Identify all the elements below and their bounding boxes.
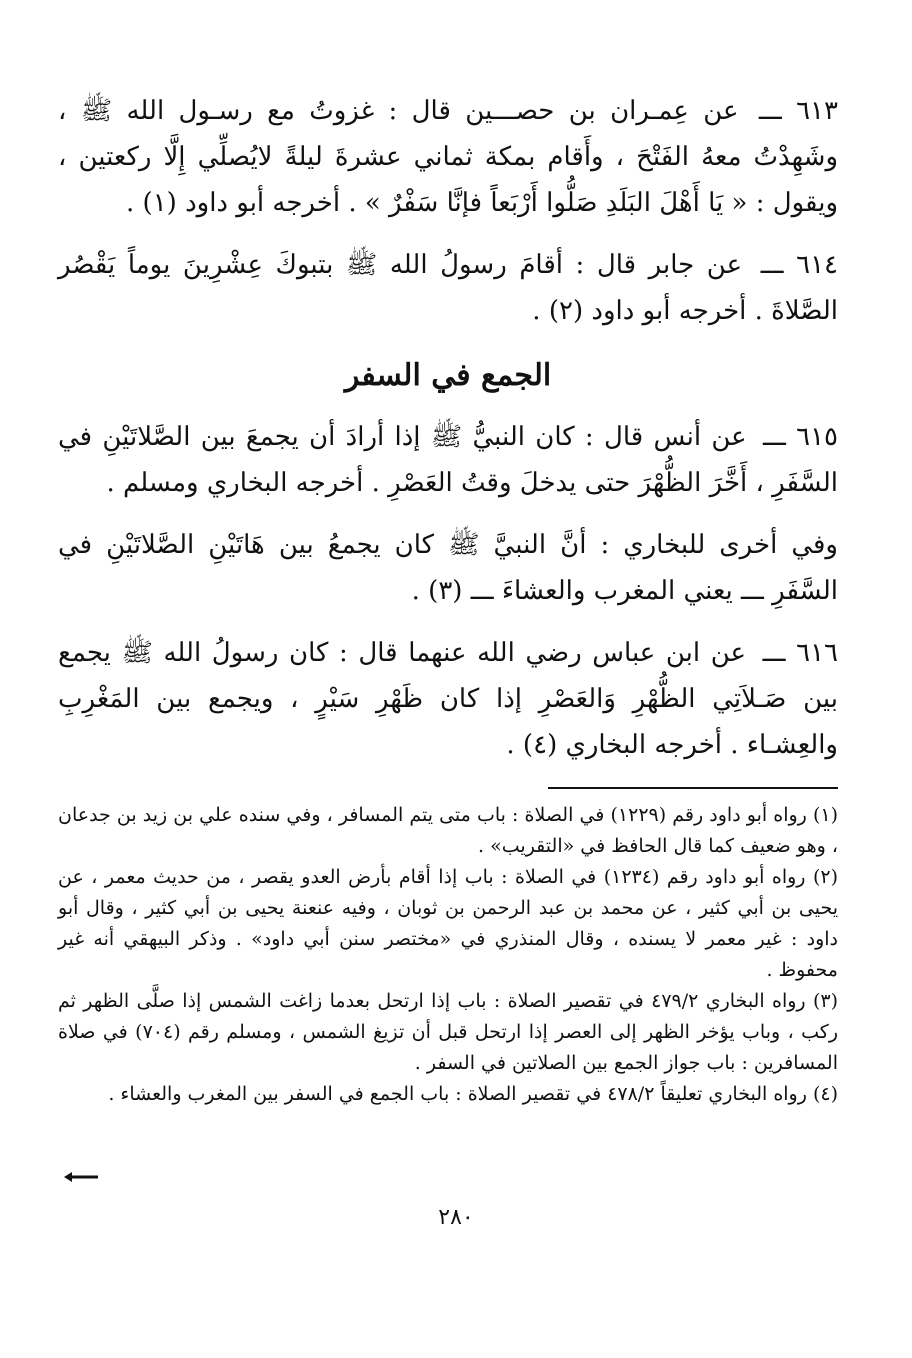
hadith-text: وفي أخرى للبخاري : أنَّ النبيَّ ﷺ كان يجمعُ بين هَاتَيْنِ الصَّلاتَيْنِ في السَّفَرِ ـــ يعني المغرب والعشاءَ ـــ (٣) . [58,530,838,606]
hadith-text: عن جابر قال : أقامَ رسولُ الله ﷺ بتبوكَ عِشْرِينَ يوماً يَقْصُر الصَّلاةَ . أخرجه أبو داود (٢) . [58,250,838,326]
footnote-3: (٣) رواه البخاري ٤٧٩/٢ في تقصير الصلاة : باب إذا ارتحل بعدما زاغت الشمس إذا صلَّى الظهر ثم ركب ، وباب يؤخر الظهر إلى العصر إذا ارتحل قبل أن تزيغ الشمس ، ومسلم رقم (٧٠٤) في صلاة المسافرين : باب جواز الجمع بين الصلاتين في السفر . [58,990,838,1074]
hadith-text: عن ابن عباس رضي الله عنهما قال : كان رسولُ الله ﷺ يجمع بين صَـلاَتِي الظُّهْرِ وَالعَصْرِ إذا كان ظَهْرِ سَيْرٍ ، ويجمع بين المَغْرِبِ والعِشـاء . أخرجه البخاري (٤) . [58,638,838,760]
hadith-number: ٦١٤ ـــ [760,250,839,280]
footnote-2: (٢) رواه أبو داود رقم (١٢٣٤) في الصلاة : باب إذا أقام بأرض العدو يقصر ، من حديث معمر ، عن يحيى بن أبي كثير ، عن محمد بن عبد الرحمن بن ثوبان ، وفيه عنعنة يحيى بن أبي كثير ، وقال أبو داود : غير معمر لا يسنده ، وقال المنذري في «مختصر سنن أبي داود» . وذكر البيهقي أنه غير محفوظ . [58,866,838,981]
hadith-number: ٦١٥ ـــ [762,422,839,452]
main-text [58,88,838,784]
arrow-left-icon [64,1170,98,1184]
hadith-number: ٦١٣ ـــ [758,96,838,126]
hadith-616 [58,630,838,768]
hadith-615-variant [58,522,838,614]
footnote-divider [548,787,838,789]
footnote-4: (٤) رواه البخاري تعليقاً ٤٧٨/٢ في تقصير الصلاة : باب الجمع في السفر بين المغرب والعشاء . [108,1083,838,1105]
section-title: الجمع في السفر [344,358,552,393]
hadith-number: ٦١٦ ـــ [762,638,839,668]
hadith-613 [58,88,838,226]
footnote-1: (١) رواه أبو داود رقم (١٢٢٩) في الصلاة : باب متى يتم المسافر ، وفي سنده علي بن زيد بن جدعان ، وهو ضعيف كما قال الحافظ في «التقريب» . [58,804,838,857]
page-number: ٢٨٠ [438,1205,474,1230]
footnotes [58,800,838,1110]
hadith-text: عن أنس قال : كان النبيُّ ﷺ إذا أرادَ أن يجمعَ بين الصَّلاتَيْنِ في السَّفَرِ ، أَخَّرَ الظُّهْرَ حتى يدخلَ وقتُ العَصْرِ . أخرجه البخاري ومسلم . [58,422,838,498]
hadith-615 [58,414,838,506]
hadith-614 [58,242,838,334]
hadith-text: عن عِمـران بن حصـــين قال : غزوتُ مع رسـول الله ﷺ ، وشَهِدْتُ معهُ الفَتْحَ ، وأَقام بمكة ثماني عشرةَ ليلةً لايُصلِّي إِلَّا ركعتين ، ويقول : « يَا أَهْلَ البَلَدِ صَلُّوا أَرْبَعاً فإنَّا سَفْرٌ » . أخرجه أبو داود (١) . [58,96,838,218]
